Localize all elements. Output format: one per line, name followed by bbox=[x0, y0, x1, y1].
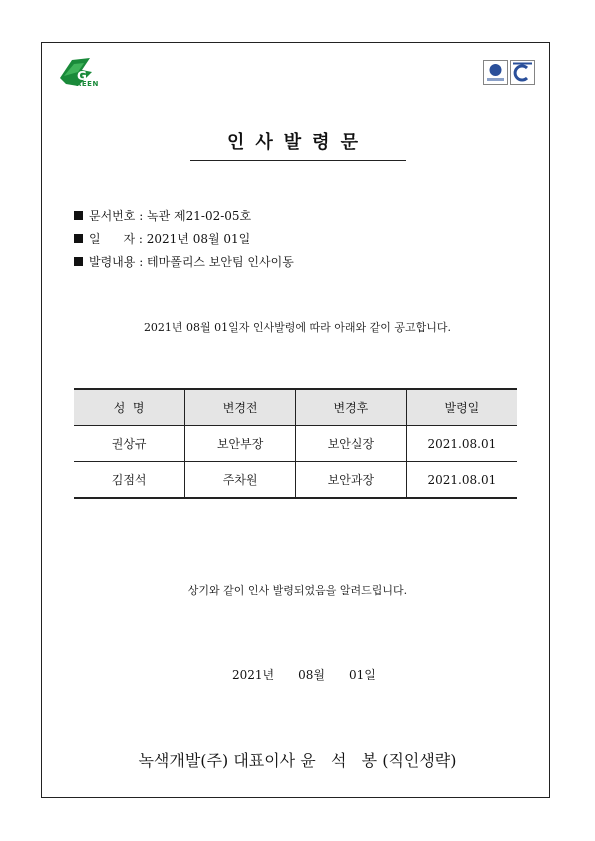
notice-text: 2021년 08월 01일자 인사발령에 따라 아래와 같이 공고합니다. bbox=[143, 321, 452, 334]
header-after: 변경후 bbox=[296, 389, 407, 426]
certification-badge-icon bbox=[483, 60, 535, 96]
issue-date bbox=[232, 666, 376, 683]
info-value: 녹관 제21-02-05호 bbox=[147, 209, 252, 223]
table-row bbox=[74, 462, 517, 499]
header-before: 변경전 bbox=[185, 389, 296, 426]
cell-date: 2021.08.01 bbox=[406, 426, 517, 462]
cell-before: 주차원 bbox=[185, 462, 296, 499]
cell-name: 김점석 bbox=[74, 462, 185, 499]
signature-line: 녹색개발(주) 대표이사 윤 석 봉 (직인생략) bbox=[138, 751, 457, 770]
info-content: 발령내용 : 테마폴리스 보안팀 인사이동 bbox=[74, 253, 294, 270]
info-value: 테마폴리스 보안팀 인사이동 bbox=[147, 255, 294, 269]
cell-name: 권상규 bbox=[74, 426, 185, 462]
logo-letter: G bbox=[77, 69, 87, 83]
info-date: 일 자 : 2021년 08월 01일 bbox=[74, 230, 250, 247]
info-label: 문서번호 bbox=[89, 209, 136, 223]
date-day: 01일 bbox=[349, 668, 376, 682]
page-title: 인사발령문 bbox=[227, 132, 369, 153]
table-row bbox=[74, 426, 517, 462]
table-header-row bbox=[74, 389, 517, 426]
cell-after: 보안과장 bbox=[296, 462, 407, 499]
cell-after: 보안실장 bbox=[296, 426, 407, 462]
square-bullet-icon bbox=[74, 257, 83, 266]
cell-before: 보안부장 bbox=[185, 426, 296, 462]
info-label: 발령내용 bbox=[89, 255, 136, 269]
square-bullet-icon bbox=[74, 211, 83, 220]
date-year: 2021년 bbox=[232, 668, 275, 682]
date-month: 08월 bbox=[298, 668, 326, 682]
cell-date: 2021.08.01 bbox=[406, 462, 517, 499]
info-doc-number: 문서번호 : 녹관 제21-02-05호 bbox=[74, 207, 251, 224]
header-name: 성 명 bbox=[74, 389, 185, 426]
personnel-table bbox=[74, 388, 517, 499]
header-date: 발령일 bbox=[406, 389, 517, 426]
closing-text: 상기와 같이 인사 발령되었음을 알려드립니다. bbox=[187, 584, 408, 597]
info-value: 2021년 08월 01일 bbox=[146, 232, 251, 246]
square-bullet-icon bbox=[74, 234, 83, 243]
title-underline bbox=[190, 160, 406, 161]
info-label: 일 자 bbox=[89, 232, 136, 246]
logo-text: REEN bbox=[76, 80, 99, 88]
